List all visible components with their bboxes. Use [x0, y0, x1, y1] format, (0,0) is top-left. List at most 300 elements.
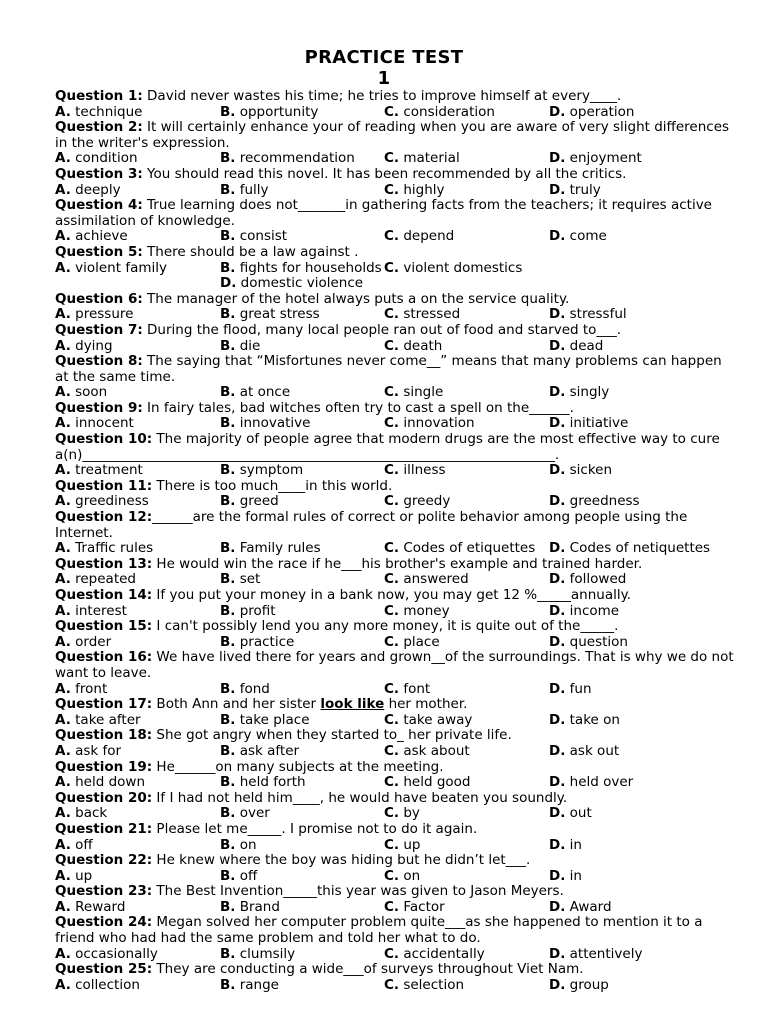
answer-option[interactable]	[384, 744, 470, 760]
question-number: Question 10:	[55, 431, 153, 448]
answer-option[interactable]	[549, 947, 642, 963]
question-item	[55, 760, 735, 791]
answer-option[interactable]	[384, 416, 475, 432]
question-stem: ______are the formal rules of correct or polite behavior among people using the Internet.	[55, 509, 688, 541]
option-letter: A.	[55, 540, 71, 557]
question-stem: You should read this novel. It has been recommended by all the critics.	[142, 165, 627, 182]
answer-options	[55, 307, 735, 323]
question-text	[55, 962, 735, 978]
option-text: Reward	[75, 898, 126, 915]
question-text	[55, 292, 735, 308]
question-stem: He would win the race if he___his brother's example and trained harder.	[152, 555, 643, 572]
question-number: Question 1:	[55, 88, 143, 104]
answer-option[interactable]	[384, 105, 495, 121]
answer-options	[55, 713, 735, 729]
question-stem: Please let me_____. I promise not to do it again.	[152, 820, 478, 837]
option-letter: D.	[549, 711, 566, 728]
answer-option[interactable]	[55, 385, 107, 401]
option-letter: C.	[384, 306, 400, 323]
answer-option[interactable]	[220, 385, 290, 401]
answer-option[interactable]	[55, 806, 107, 822]
answer-option[interactable]	[220, 151, 355, 167]
answer-option[interactable]	[55, 339, 113, 355]
option-text: soon	[75, 384, 108, 401]
option-letter: A.	[55, 259, 71, 276]
question-number: Question 17:	[55, 696, 153, 713]
option-letter: B.	[220, 259, 236, 276]
option-text: selection	[403, 976, 465, 993]
option-text: front	[75, 680, 108, 697]
answer-option[interactable]	[549, 229, 607, 245]
answer-option[interactable]	[220, 276, 363, 292]
option-letter: A.	[55, 306, 71, 323]
answer-option[interactable]	[220, 713, 310, 729]
option-letter: B.	[220, 945, 236, 962]
option-text: ask about	[403, 742, 470, 759]
answer-option[interactable]	[549, 151, 642, 167]
answer-option[interactable]	[220, 838, 257, 854]
option-text: profit	[239, 602, 276, 619]
question-stem-end: her mother.	[384, 696, 468, 713]
option-letter: D.	[549, 337, 566, 354]
option-text: innovation	[403, 415, 475, 432]
answer-option[interactable]	[220, 307, 320, 323]
answer-option[interactable]	[549, 978, 609, 994]
answer-option[interactable]	[55, 635, 111, 651]
question-stem: In fairy tales, bad witches often try to cast a spell on the______.	[142, 399, 574, 416]
option-text: consideration	[403, 103, 495, 120]
option-text: die	[239, 337, 261, 354]
answer-option[interactable]	[220, 229, 287, 245]
option-text: innocent	[75, 415, 134, 432]
answer-options	[55, 494, 735, 510]
option-text: on	[239, 836, 257, 853]
answer-option[interactable]	[384, 307, 460, 323]
answer-option[interactable]	[220, 604, 276, 620]
option-letter: A.	[55, 680, 71, 697]
option-text: technique	[75, 103, 143, 120]
answer-options-extra	[55, 276, 735, 292]
question-item	[55, 354, 735, 401]
answer-option[interactable]	[220, 183, 269, 199]
answer-option[interactable]	[220, 900, 280, 916]
option-text: greed	[239, 493, 279, 510]
option-letter: B.	[220, 774, 236, 791]
question-stem: David never wastes his time; he tries to improve himself at every____.	[142, 88, 622, 104]
option-letter: B.	[220, 493, 236, 510]
answer-option[interactable]	[384, 775, 470, 791]
answer-option[interactable]	[384, 494, 450, 510]
question-text	[55, 432, 735, 463]
option-letter: D.	[549, 103, 566, 120]
option-text: violent family	[75, 259, 167, 276]
option-letter: C.	[384, 150, 400, 167]
option-letter: A.	[55, 150, 71, 167]
answer-option[interactable]	[55, 183, 121, 199]
answer-option[interactable]	[384, 604, 450, 620]
option-text: fond	[239, 680, 270, 697]
option-letter: D.	[549, 836, 566, 853]
answer-option[interactable]	[55, 307, 133, 323]
option-text: violent domestics	[403, 259, 523, 276]
question-text	[55, 510, 735, 541]
option-text: greedy	[403, 493, 451, 510]
question-item	[55, 962, 735, 993]
answer-option[interactable]	[55, 900, 125, 916]
option-text: dead	[569, 337, 604, 354]
answer-option[interactable]	[384, 572, 469, 588]
answer-option[interactable]	[55, 604, 127, 620]
option-letter: B.	[220, 415, 236, 432]
answer-option[interactable]	[220, 416, 310, 432]
question-number: Question 3:	[55, 165, 143, 182]
question-number: Question 22:	[55, 852, 153, 869]
option-text: symptom	[239, 462, 304, 479]
option-letter: D.	[549, 742, 566, 759]
answer-options	[55, 416, 735, 432]
answer-option[interactable]	[220, 775, 306, 791]
option-text: at once	[239, 384, 291, 401]
answer-options	[55, 838, 735, 854]
answer-option[interactable]	[220, 947, 295, 963]
option-text: Factor	[403, 898, 445, 915]
answer-option[interactable]	[384, 682, 430, 698]
answer-option[interactable]	[549, 869, 582, 885]
option-letter: D.	[220, 275, 237, 292]
question-stem: Both Ann and her sister	[152, 696, 321, 713]
answer-option[interactable]	[55, 838, 93, 854]
option-letter: A.	[55, 384, 71, 401]
option-letter: B.	[220, 571, 236, 588]
question-number: Question 7:	[55, 321, 143, 338]
option-text: fully	[239, 181, 269, 198]
option-text: followed	[569, 571, 627, 588]
option-text: stressed	[403, 306, 461, 323]
question-stem: We have lived there for years and grown__of the surroundings. That is why we do not want to leave.	[55, 649, 734, 681]
answer-option[interactable]	[55, 151, 138, 167]
answer-option[interactable]	[55, 541, 153, 557]
answer-option[interactable]	[384, 838, 420, 854]
answer-option[interactable]	[55, 744, 121, 760]
option-letter: B.	[220, 540, 236, 557]
question-stem: The saying that “Misfortunes never come__” means that many problems can happen at the same time.	[55, 353, 722, 385]
option-text: highly	[403, 181, 445, 198]
option-letter: C.	[384, 774, 400, 791]
answer-option[interactable]	[549, 385, 609, 401]
question-number: Question 4:	[55, 197, 143, 214]
answer-option[interactable]	[384, 385, 443, 401]
option-letter: C.	[384, 337, 400, 354]
option-letter: A.	[55, 571, 71, 588]
answer-option[interactable]	[220, 572, 260, 588]
option-letter: C.	[384, 259, 400, 276]
option-text: held down	[75, 774, 146, 791]
answer-option[interactable]	[220, 682, 270, 698]
option-letter: A.	[55, 493, 71, 510]
option-text: great stress	[239, 306, 320, 323]
answer-option[interactable]	[549, 494, 640, 510]
option-text: ask out	[569, 742, 620, 759]
option-letter: A.	[55, 103, 71, 120]
option-text: ask for	[75, 742, 122, 759]
question-text	[55, 697, 735, 713]
answer-option[interactable]	[384, 151, 460, 167]
option-letter: D.	[549, 774, 566, 791]
option-letter: C.	[384, 602, 400, 619]
question-number: Question 9:	[55, 399, 143, 416]
question-list	[55, 89, 735, 993]
answer-options	[55, 947, 735, 963]
option-letter: A.	[55, 415, 71, 432]
question-stem: The Best Invention_____this year was given to Jason Meyers.	[152, 883, 564, 900]
option-text: depend	[403, 228, 455, 245]
option-letter: C.	[384, 493, 400, 510]
option-text: answered	[403, 571, 469, 588]
question-number: Question 8:	[55, 353, 143, 370]
option-letter: D.	[549, 181, 566, 198]
option-text: attentively	[569, 945, 643, 962]
answer-options	[55, 978, 735, 994]
question-text	[55, 728, 735, 744]
option-letter: B.	[220, 306, 236, 323]
option-text: up	[403, 836, 421, 853]
option-letter: D.	[549, 976, 566, 993]
answer-option[interactable]	[220, 744, 299, 760]
answer-option[interactable]	[549, 307, 627, 323]
option-letter: B.	[220, 228, 236, 245]
answer-option[interactable]	[55, 978, 140, 994]
option-letter: A.	[55, 867, 71, 884]
question-stem: He knew where the boy was hiding but he didn’t let___.	[152, 852, 531, 869]
answer-options	[55, 261, 735, 277]
option-text: money	[403, 602, 450, 619]
answer-option[interactable]	[384, 229, 454, 245]
option-letter: B.	[220, 711, 236, 728]
answer-option[interactable]	[384, 806, 420, 822]
question-stem: I can't possibly lend you any more money, it is quite out of the_____.	[152, 618, 619, 635]
question-text	[55, 167, 735, 183]
answer-option[interactable]	[55, 775, 145, 791]
option-letter: C.	[384, 898, 400, 915]
option-letter: B.	[220, 103, 236, 120]
question-item	[55, 588, 735, 619]
answer-options	[55, 806, 735, 822]
option-text: off	[239, 867, 258, 884]
option-letter: A.	[55, 898, 71, 915]
answer-option[interactable]	[384, 713, 472, 729]
question-text	[55, 120, 735, 151]
option-text: income	[569, 602, 620, 619]
question-text	[55, 354, 735, 385]
option-text: clumsily	[239, 945, 296, 962]
answer-option[interactable]	[55, 463, 143, 479]
answer-option[interactable]	[55, 416, 134, 432]
option-text: off	[75, 836, 93, 853]
option-text: fights for households	[239, 259, 382, 276]
answer-option[interactable]	[220, 105, 318, 121]
option-letter: D.	[549, 680, 566, 697]
answer-option[interactable]	[549, 105, 634, 121]
answer-option[interactable]	[549, 682, 592, 698]
option-letter: C.	[384, 680, 400, 697]
answer-option[interactable]	[220, 261, 382, 277]
question-item	[55, 120, 735, 167]
option-text: held over	[569, 774, 634, 791]
question-item	[55, 728, 735, 759]
question-number: Question 25:	[55, 961, 153, 978]
answer-options	[55, 900, 735, 916]
option-letter: C.	[384, 867, 400, 884]
option-text: range	[239, 976, 279, 993]
answer-option[interactable]	[55, 869, 92, 885]
question-stem: The manager of the hotel always puts a on the service quality.	[142, 290, 570, 307]
answer-option[interactable]	[384, 261, 522, 277]
answer-option[interactable]	[55, 713, 141, 729]
question-number: Question 15:	[55, 618, 153, 635]
answer-option[interactable]	[549, 572, 626, 588]
option-text: treatment	[75, 462, 143, 479]
answer-option[interactable]	[220, 541, 321, 557]
question-number: Question 13:	[55, 555, 153, 572]
option-text: innovative	[239, 415, 311, 432]
question-item	[55, 245, 735, 292]
option-text: truly	[569, 181, 601, 198]
option-letter: C.	[384, 181, 400, 198]
question-text	[55, 557, 735, 573]
answer-option[interactable]	[220, 635, 294, 651]
answer-option[interactable]	[384, 339, 442, 355]
option-text: practice	[239, 633, 295, 650]
option-text: held forth	[239, 774, 306, 791]
answer-option[interactable]	[384, 869, 420, 885]
answer-option[interactable]	[549, 339, 603, 355]
answer-option[interactable]	[55, 682, 107, 698]
question-text	[55, 791, 735, 807]
question-text	[55, 198, 735, 229]
answer-option[interactable]	[220, 806, 270, 822]
question-item	[55, 619, 735, 650]
answer-option[interactable]	[549, 635, 628, 651]
option-text: pressure	[75, 306, 134, 323]
answer-option[interactable]	[384, 463, 446, 479]
answer-option[interactable]	[549, 541, 710, 557]
question-text	[55, 479, 735, 495]
answer-option[interactable]	[384, 900, 445, 916]
option-text: material	[403, 150, 460, 167]
answer-option[interactable]	[220, 463, 303, 479]
question-stem: There is too much____in this world.	[152, 477, 393, 494]
answer-option[interactable]	[384, 978, 464, 994]
question-number: Question 11:	[55, 477, 153, 494]
answer-option[interactable]	[549, 744, 619, 760]
answer-option[interactable]	[549, 416, 628, 432]
option-text: font	[403, 680, 431, 697]
question-text	[55, 619, 735, 635]
answer-option[interactable]	[55, 947, 158, 963]
answer-option[interactable]	[55, 105, 142, 121]
option-letter: C.	[384, 415, 400, 432]
answer-option[interactable]	[55, 229, 128, 245]
option-text: consist	[239, 228, 288, 245]
option-letter: D.	[549, 540, 566, 557]
option-letter: B.	[220, 181, 236, 198]
answer-option[interactable]	[220, 339, 260, 355]
option-text: Codes of netiquettes	[569, 540, 711, 557]
option-text: dying	[75, 337, 113, 354]
answer-options	[55, 604, 735, 620]
question-number: Question 24:	[55, 914, 153, 931]
option-letter: A.	[55, 462, 71, 479]
question-stem: If you put your money in a bank now, you may get 12 %_____annually.	[152, 587, 631, 603]
option-text: single	[403, 384, 444, 401]
option-letter: D.	[549, 493, 566, 510]
answer-option[interactable]	[220, 494, 279, 510]
answer-options	[55, 572, 735, 588]
answer-options	[55, 682, 735, 698]
answer-option[interactable]	[55, 572, 136, 588]
answer-option[interactable]	[549, 806, 592, 822]
answer-option[interactable]	[55, 261, 167, 277]
answer-option[interactable]	[549, 900, 612, 916]
answer-options	[55, 385, 735, 401]
answer-option[interactable]	[549, 463, 612, 479]
test-number: 1	[377, 68, 391, 89]
option-text: operation	[569, 103, 635, 120]
answer-option[interactable]	[549, 775, 633, 791]
option-letter: D.	[549, 898, 566, 915]
question-text	[55, 323, 735, 339]
option-letter: C.	[384, 976, 400, 993]
answer-options	[55, 229, 735, 245]
option-letter: C.	[384, 711, 400, 728]
option-text: Award	[569, 898, 612, 915]
answer-option[interactable]	[55, 494, 149, 510]
option-letter: D.	[549, 384, 566, 401]
question-stem: There should be a law against .	[142, 243, 359, 260]
answer-option[interactable]	[220, 978, 279, 994]
option-text: Family rules	[239, 540, 321, 557]
option-letter: B.	[220, 867, 236, 884]
answer-option[interactable]	[220, 869, 257, 885]
question-text	[55, 760, 735, 776]
option-text: Traffic rules	[75, 540, 154, 557]
option-text: held good	[403, 774, 471, 791]
answer-option[interactable]	[384, 947, 485, 963]
question-stem: They are conducting a wide___of surveys throughout Viet Nam.	[152, 961, 584, 978]
option-letter: A.	[55, 228, 71, 245]
option-letter: D.	[549, 415, 566, 432]
question-item	[55, 697, 735, 728]
answer-option[interactable]	[384, 183, 445, 199]
question-item	[55, 557, 735, 588]
option-letter: A.	[55, 633, 71, 650]
answer-option[interactable]	[384, 541, 535, 557]
question-stem: The majority of people agree that modern drugs are the most effective way to cure a(n)______________________________________________________________________.	[55, 431, 720, 463]
option-letter: C.	[384, 384, 400, 401]
underlined-phrase: look like	[320, 696, 385, 713]
question-stem: Megan solved her computer problem quite___as she happened to mention it to a friend who had had the same problem and told her what to do.	[55, 914, 703, 947]
option-text: take place	[239, 711, 310, 728]
answer-option[interactable]	[549, 713, 620, 729]
answer-option[interactable]	[549, 604, 619, 620]
answer-option[interactable]	[549, 838, 582, 854]
question-number: Question 16:	[55, 649, 153, 666]
question-item	[55, 853, 735, 884]
answer-option[interactable]	[549, 183, 601, 199]
option-text: group	[569, 976, 609, 993]
question-text	[55, 245, 735, 261]
answer-option[interactable]	[384, 635, 440, 651]
